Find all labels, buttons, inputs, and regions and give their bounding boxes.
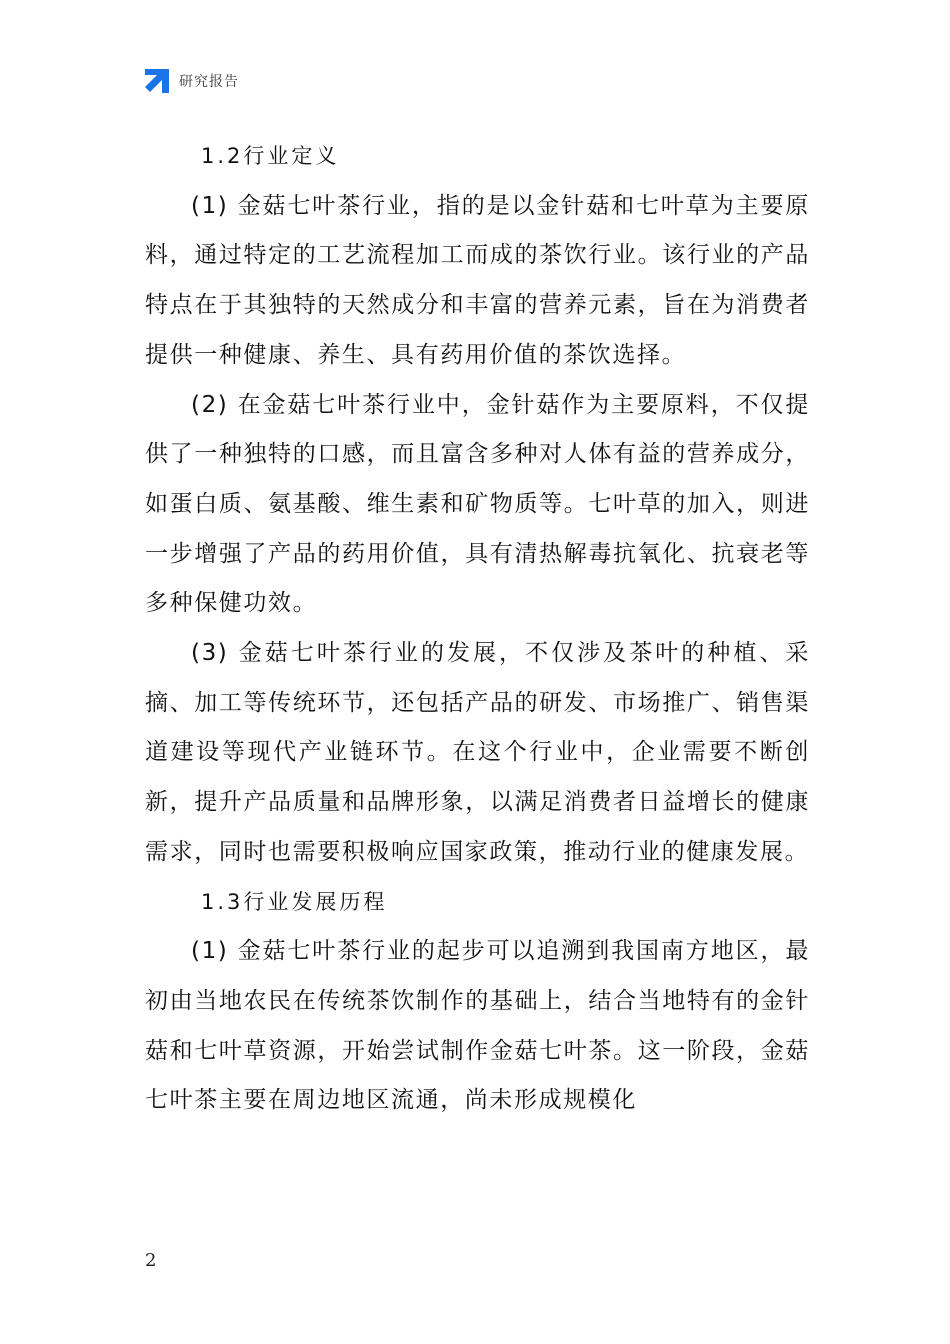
document-body (145, 132, 810, 1126)
report-header (143, 66, 239, 96)
section-heading: 1.3行业发展历程 (201, 889, 388, 914)
paragraph: (3) 金菇七叶茶行业的发展，不仅涉及茶叶的种植、采摘、加工等传统环节，还包括产品的研发、市场推广、销售渠道建设等现代产业链环节。在这个行业中，企业需要不断创新，提升产品质量和品牌形象，以满足消费者日益增长的健康需求，同时也需要积极响应国家政策，推动行业的健康发展。 (145, 640, 810, 865)
arrow-up-right-icon (143, 67, 171, 95)
paragraph: (1) 金菇七叶茶行业的起步可以追溯到我国南方地区，最初由当地农民在传统茶饮制作的基础上，结合当地特有的金针菇和七叶草资源，开始尝试制作金菇七叶茶。这一阶段，金菇七叶茶主要在周边地区流通，尚未形成规模化 (145, 938, 810, 1114)
paragraph: (2) 在金菇七叶茶行业中，金针菇作为主要原料，不仅提供了一种独特的口感，而且富含多种对人体有益的营养成分，如蛋白质、氨基酸、维生素和矿物质等。七叶草的加入，则进一步增强了产品的药用价值，具有清热解毒抗氧化、抗衰老等多种保健功效。 (145, 391, 810, 617)
header-label: 研究报告 (179, 74, 239, 90)
section-heading: 1.2行业定义 (201, 144, 340, 168)
paragraph: (1) 金菇七叶茶行业，指的是以金针菇和七叶草为主要原料，通过特定的工艺流程加工而成的茶饮行业。该行业的产品特点在于其独特的天然成分和丰富的营养元素，旨在为消费者提供一种健康、养生、具有药用价值的茶饮选择。 (145, 192, 810, 368)
page-number: 2 (145, 1250, 157, 1271)
